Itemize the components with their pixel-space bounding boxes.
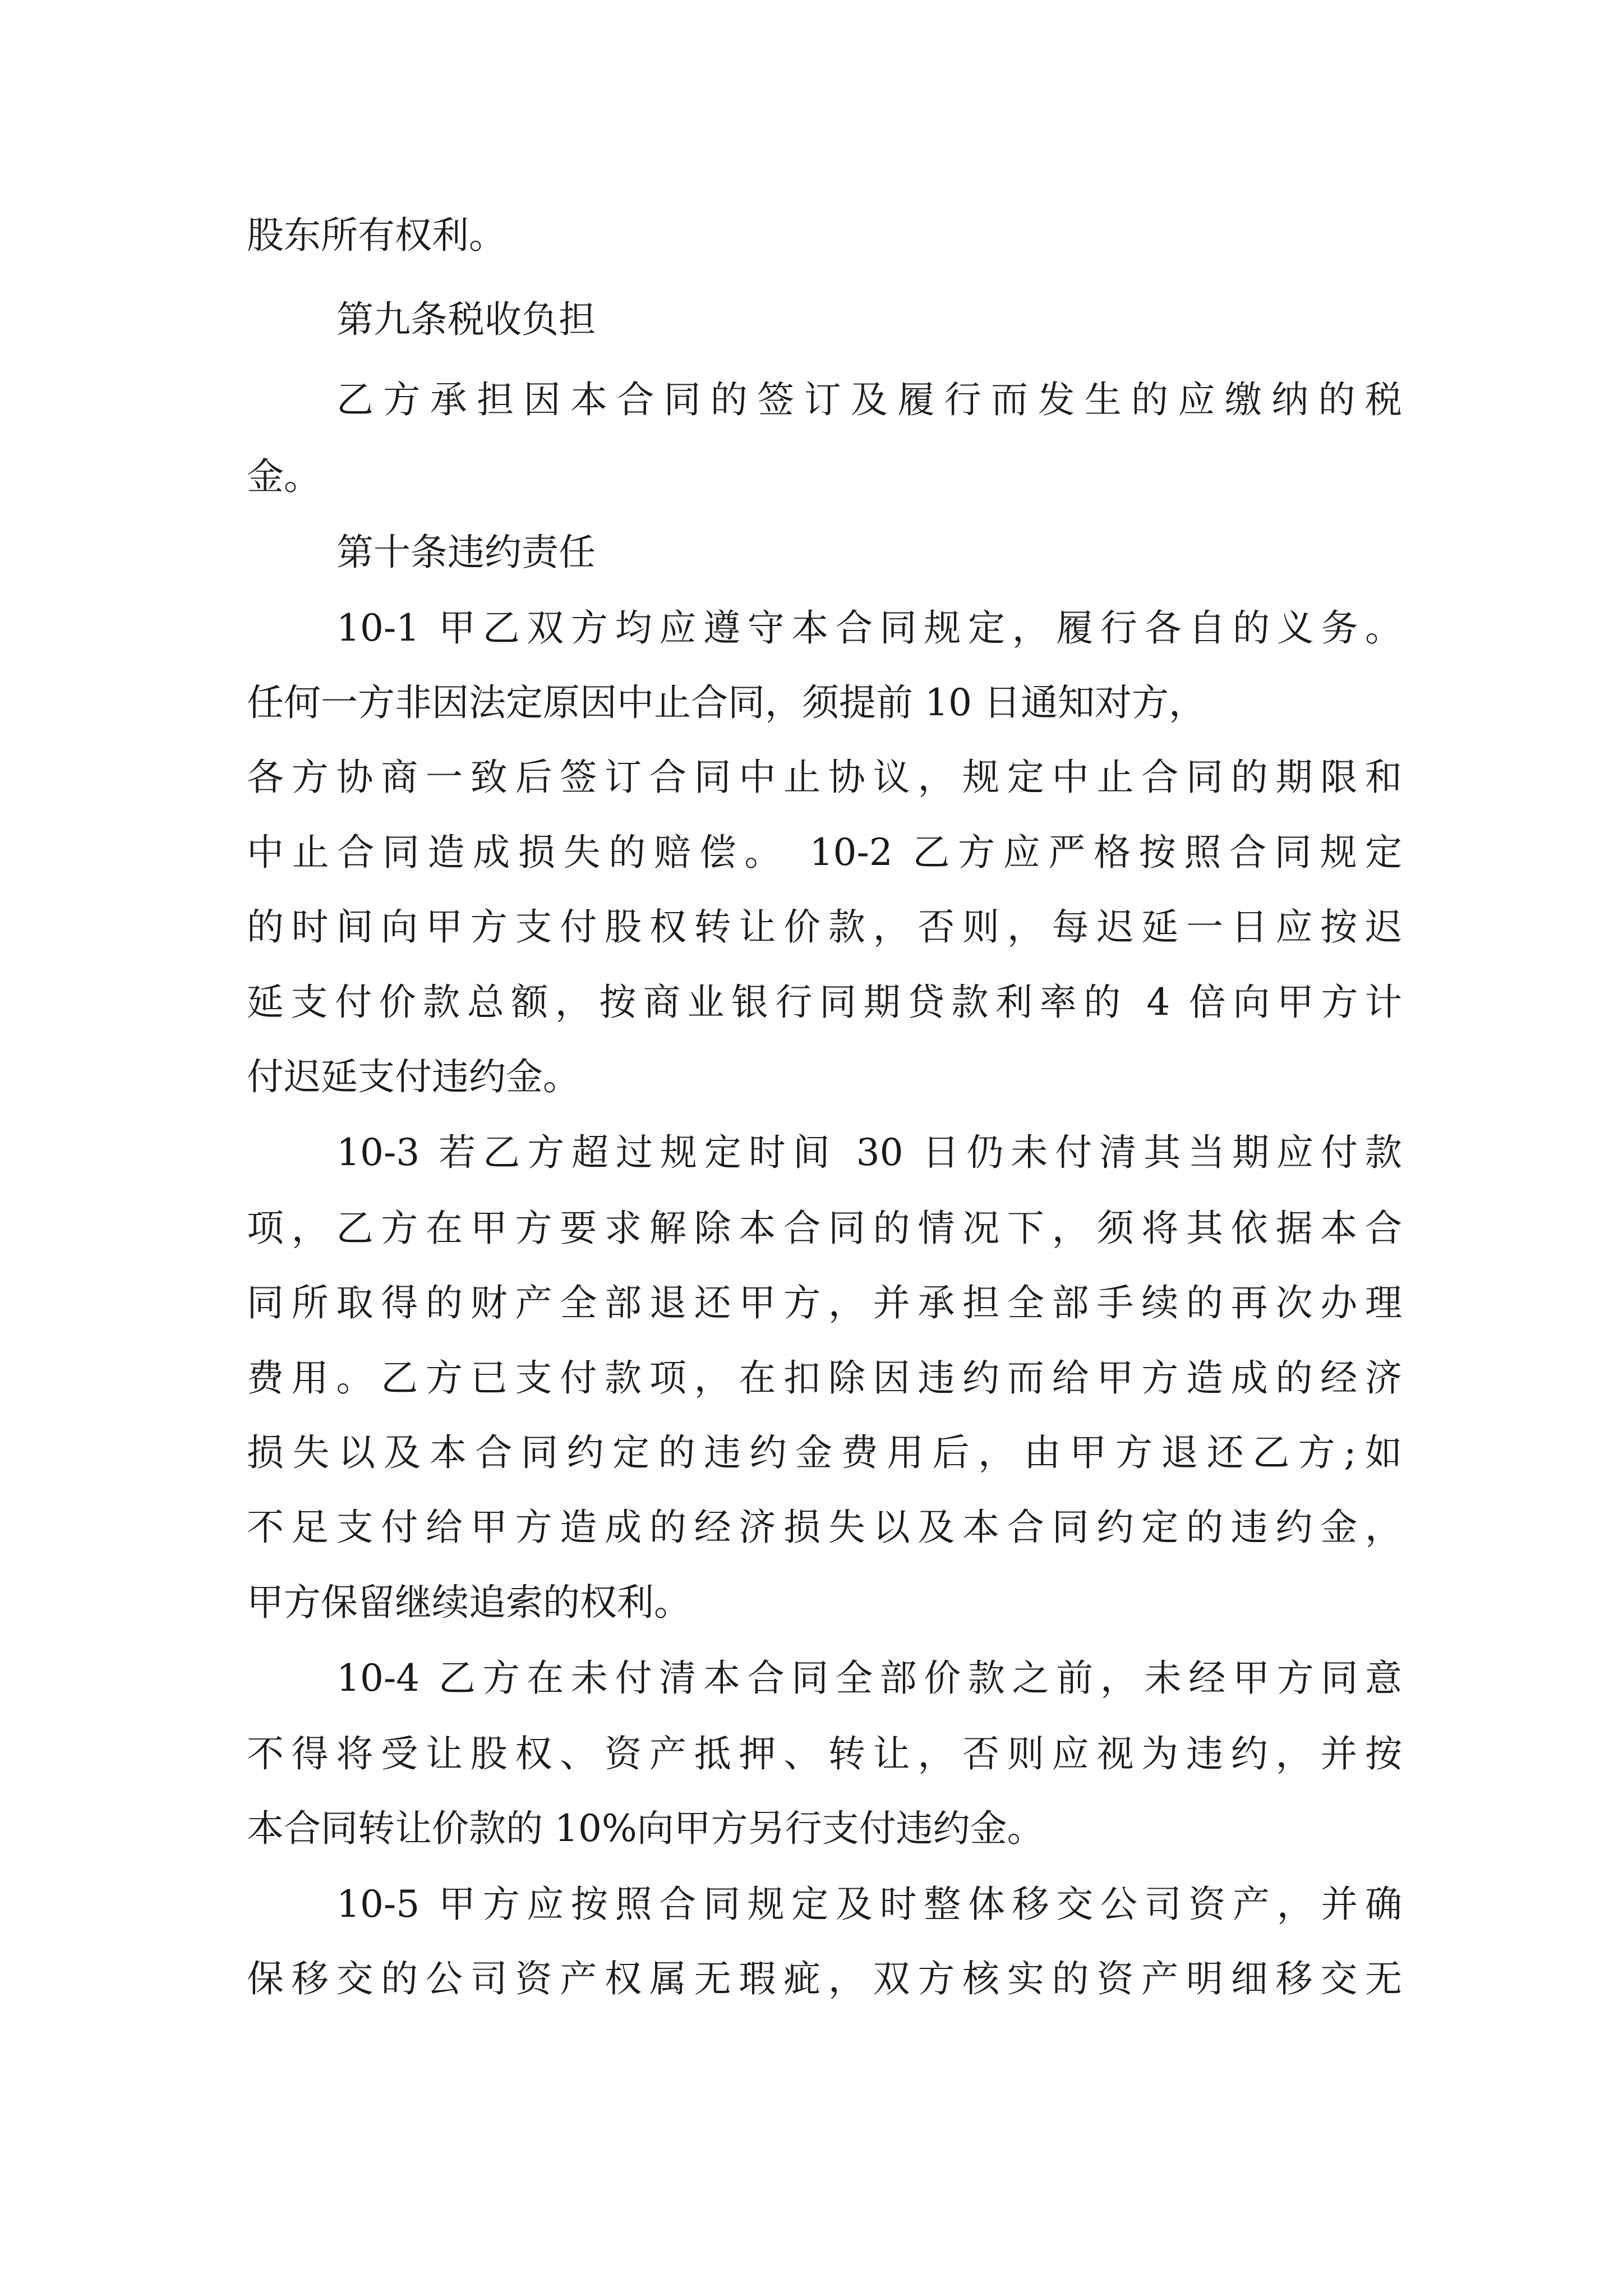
text-line-23: 10-5 甲方应按照合同规定及时整体移交公司资产，并确	[336, 1883, 1402, 1926]
section-heading-9: 第九条税收负担	[336, 298, 596, 341]
text-line-4: 金。	[247, 455, 321, 498]
text-line-7: 任何一方非因法定原因中止合同，须提前 10 日通知对方，	[247, 681, 1206, 724]
text-line-24: 保移交的公司资产权属无瑕疵，双方核实的资产明细移交无	[247, 1957, 1402, 2000]
text-line-3: 乙方承担因本合同的签订及履行而发生的应缴纳的税	[336, 378, 1402, 421]
text-line-19: 甲方保留继续追索的权利。	[247, 1581, 691, 1624]
section-heading-10: 第十条违约责任	[336, 531, 596, 574]
text-line-17: 损失以及本合同约定的违约金费用后，由甲方退还乙方;如	[247, 1431, 1402, 1474]
text-line-6: 10-1 甲乙双方均应遵守本合同规定，履行各自的义务。	[336, 606, 1402, 650]
text-line-20: 10-4 乙方在未付清本合同全部价款之前，未经甲方同意	[336, 1657, 1402, 1700]
text-line-15: 同所取得的财产全部退还甲方，并承担全部手续的再次办理	[247, 1281, 1402, 1324]
text-line-9: 中止合同造成损失的赔偿。 10-2 乙方应严格按照合同规定	[247, 831, 1402, 874]
text-line-1: 股东所有权利。	[247, 214, 506, 257]
text-line-10: 的时间向甲方支付股权转让价款，否则，每迟延一日应按迟	[247, 905, 1402, 949]
text-line-14: 项，乙方在甲方要求解除本合同的情况下，须将其依据本合	[247, 1207, 1402, 1250]
text-line-18: 不足支付给甲方造成的经济损失以及本合同约定的违约金，	[247, 1506, 1402, 1549]
text-line-12: 付迟延支付违约金。	[247, 1055, 580, 1098]
text-line-8: 各方协商一致后签订合同中止协议，规定中止合同的期限和	[247, 756, 1402, 799]
text-line-16: 费用。乙方已支付款项，在扣除因违约而给甲方造成的经济	[247, 1356, 1402, 1400]
text-line-11: 延支付价款总额，按商业银行同期贷款利率的 4 倍向甲方计	[247, 981, 1402, 1024]
text-line-13: 10-3 若乙方超过规定时间 30 日仍未付清其当期应付款	[336, 1131, 1402, 1174]
text-line-22: 本合同转让价款的 10%向甲方另行支付违约金。	[247, 1807, 1044, 1850]
text-line-21: 不得将受让股权、资产抵押、转让，否则应视为违约，并按	[247, 1732, 1402, 1775]
